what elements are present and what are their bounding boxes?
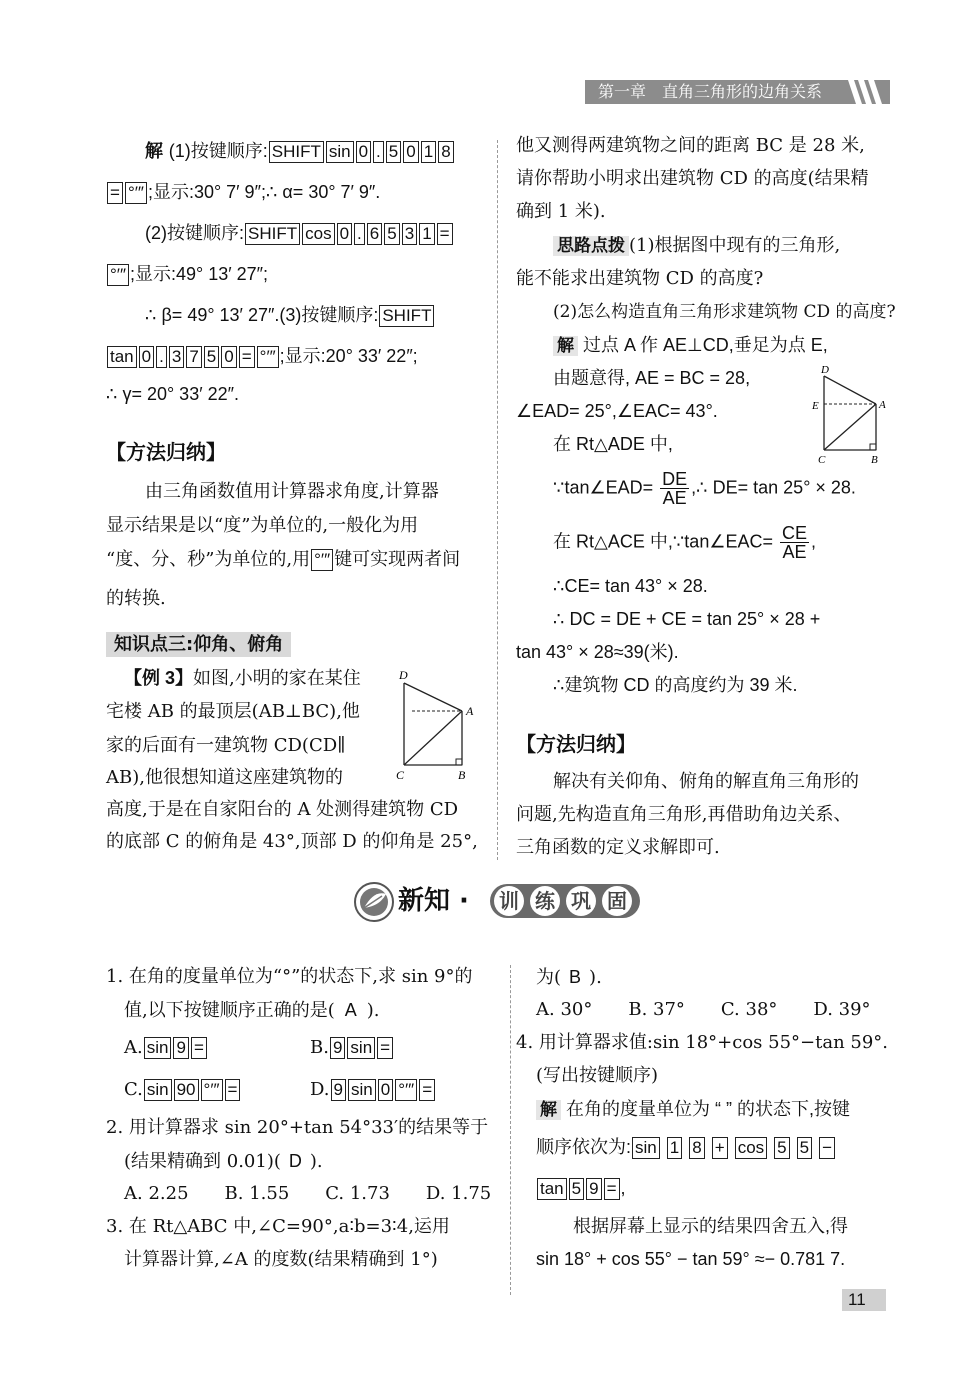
chapter-title: 第一章 直角三角形的边角关系 bbox=[598, 82, 823, 101]
q4-sol-line-3: tan 5 9 = , bbox=[536, 1172, 626, 1204]
banner-char-3: 巩 bbox=[566, 886, 596, 916]
q1-line-1: 1. 在角的度量单位为“°”的状态下,求 sin 9°的 bbox=[106, 966, 473, 987]
sol-right-9: tan 43° × 28≈39(米). bbox=[516, 642, 679, 662]
right-line-2: 请你帮助小明求出建筑物 CD 的高度(结果精 bbox=[516, 168, 869, 189]
page-number: 11 bbox=[848, 1290, 866, 1309]
example-line-1: 【例 3】如图,小明的家在某住 bbox=[124, 668, 361, 689]
label-C-right: C bbox=[818, 454, 826, 466]
building-figure-left bbox=[390, 665, 490, 787]
building-figure-right bbox=[808, 362, 898, 470]
label-D-right: D bbox=[821, 364, 829, 376]
solution-line-5: ∴ β= 49° 13′ 27″.(3)按键顺序: SHIFT bbox=[145, 299, 435, 331]
q3-line-3: 为( B ). bbox=[536, 967, 602, 988]
sol-right-7: ∴CE= tan 43° × 28. bbox=[553, 576, 708, 596]
q4-line-1: 4. 用计算器求值:sin 18°+cos 55°−tan 59°. bbox=[516, 1032, 889, 1053]
label-A: A bbox=[466, 704, 474, 718]
sol-right-8: ∴ DC = DE + CE = tan 25° × 28 + bbox=[553, 609, 821, 629]
q4-line-2: (写出按键顺序) bbox=[536, 1065, 659, 1086]
solution-line-4: °′″ ;显示:49° 13′ 27″; bbox=[106, 258, 268, 290]
solution-line-2: = °′″ ;显示:30° 7′ 9″;∴ α= 30° 7′ 9″. bbox=[106, 176, 380, 208]
knowledge-point-title: 知识点三:仰角、俯角 bbox=[106, 630, 291, 656]
banner-char-4: 固 bbox=[602, 886, 632, 916]
q4-sol-line-2: 顺序依次为: sin 1 8 + cos 5 5 − bbox=[536, 1131, 836, 1163]
q1-line-2: 值,以下按键顺序正确的是( A ). bbox=[124, 1000, 380, 1021]
solution-line-6: tan 0 . 3 7 5 0 = °′″ ;显示:20° 33′ 22″; bbox=[106, 340, 418, 372]
solution-line-3: (2)按键顺序: SHIFT cos 0 . 6 5 3 1 = bbox=[145, 217, 454, 249]
header-stripes-icon bbox=[848, 80, 890, 104]
sol-right-2: 由题意得, AE = BC = 28, bbox=[553, 368, 751, 388]
method-right-1: 解决有关仰角、俯角的解直角三角形的 bbox=[553, 771, 859, 792]
q1-option-b: B. 9 sin = bbox=[310, 1032, 394, 1064]
method-summary-title-right: 【方法归纳】 bbox=[516, 732, 636, 756]
method-summary-title: 【方法归纳】 bbox=[106, 440, 226, 464]
example-line-4: AB),他很想知道这座建筑物的 bbox=[106, 767, 343, 788]
method-right-2: 问题,先构造直角三角形,再借助角边关系、 bbox=[516, 804, 852, 825]
sol-right-10: ∴建筑物 CD 的高度约为 39 米. bbox=[553, 675, 798, 695]
label-B: B bbox=[458, 768, 466, 782]
label-C: C bbox=[396, 768, 405, 782]
right-line-3: 确到 1 米). bbox=[516, 201, 606, 222]
q4-sol-line-1: 解 在角的度量单位为 “ ” 的状态下,按键 bbox=[536, 1093, 850, 1126]
banner-title: 新知 · bbox=[398, 886, 469, 916]
q2-line-1: 2. 用计算器求 sin 20°+tan 54°33′的结果等于 bbox=[106, 1117, 489, 1138]
q3-line-2: 计算器计算,∠A 的度数(结果精确到 1°) bbox=[124, 1249, 438, 1270]
q3-line-1: 3. 在 Rt△ABC 中,∠C=90°,a∶b=3∶4,运用 bbox=[106, 1216, 450, 1237]
column-divider-exercises bbox=[510, 965, 511, 1295]
sol-right-5: ∵tan∠EAD= $\frac{DE}{AE}$ ,∴ DE= tan 25° × 28. bbox=[553, 469, 856, 508]
example-line-3: 家的后面有一建筑物 CD(CD∥ bbox=[106, 735, 346, 756]
example-line-6: 的底部 C 的俯角是 43°,顶部 D 的仰角是 25°, bbox=[106, 831, 478, 852]
q2-line-2: (结果精确到 0.01)( D ). bbox=[124, 1151, 323, 1172]
example-line-5: 高度,于是在自家阳台的 A 处测得建筑物 CD bbox=[106, 799, 459, 820]
q3-options: A. 30° B. 37° C. 38° D. 39° bbox=[536, 999, 871, 1020]
hint-line-3: (2)怎么构造直角三角形求建筑物 CD 的高度? bbox=[553, 302, 896, 322]
method-line-4: 的转换. bbox=[106, 588, 166, 609]
label-D: D bbox=[399, 668, 408, 682]
banner-char-2: 练 bbox=[530, 886, 560, 916]
method-right-3: 三角函数的定义求解即可. bbox=[516, 837, 720, 858]
label-B-right: B bbox=[871, 454, 878, 466]
sol-right-4: 在 Rt△ADE 中, bbox=[553, 434, 673, 454]
method-line-3: “度、分、秒”为单位的,用 °′″ 键可实现两者间 bbox=[106, 549, 461, 570]
q4-sol-line-5: sin 18° + cos 55° − tan 59° ≈− 0.781 7. bbox=[536, 1249, 846, 1269]
hint-line-2: 能不能求出建筑物 CD 的高度? bbox=[516, 268, 764, 289]
label-E-right: E bbox=[812, 400, 819, 412]
method-line-1: 由三角函数值用计算器求角度,计算器 bbox=[145, 481, 439, 502]
sol-right-6: 在 Rt△ACE 中,∵tan∠EAC= $\frac{CE}{AE}$ , bbox=[553, 523, 817, 562]
label-A-right: A bbox=[879, 399, 886, 411]
q1-option-c: C. sin 90 °′″ = bbox=[124, 1074, 241, 1106]
leaf-logo-icon bbox=[352, 880, 400, 924]
practice-banner bbox=[352, 880, 642, 924]
right-line-1: 他又测得两建筑物之间的距离 BC 是 28 米, bbox=[516, 135, 865, 156]
solution-line-7: ∴ γ= 20° 33′ 22″. bbox=[106, 384, 239, 404]
column-divider bbox=[497, 140, 498, 860]
hint-line-1: 思路点拨 (1)根据图中现有的三角形, bbox=[553, 230, 840, 262]
q1-option-a: A. sin 9 = bbox=[124, 1032, 208, 1064]
q2-options: A. 2.25 B. 1.55 C. 1.73 D. 1.75 bbox=[124, 1183, 492, 1204]
sol-right-1: 解 过点 A 作 AE⊥CD,垂足为点 E, bbox=[553, 329, 828, 362]
method-line-2: 显示结果是以“度”为单位的,一般化为用 bbox=[106, 515, 419, 536]
q1-option-d: D. 9 sin 0 °′″ = bbox=[310, 1074, 436, 1106]
example-line-2: 宅楼 AB 的最顶层(AB⊥BC),他 bbox=[106, 701, 360, 722]
banner-char-1: 训 bbox=[494, 886, 524, 916]
solution-line-1: 解 (1)按键顺序: SHIFT sin 0 . 5 0 1 8 bbox=[145, 135, 455, 168]
sol-right-3: ∠EAD= 25°,∠EAC= 43°. bbox=[516, 401, 718, 421]
q4-sol-line-4: 根据屏幕上显示的结果四舍五入,得 bbox=[573, 1216, 848, 1236]
